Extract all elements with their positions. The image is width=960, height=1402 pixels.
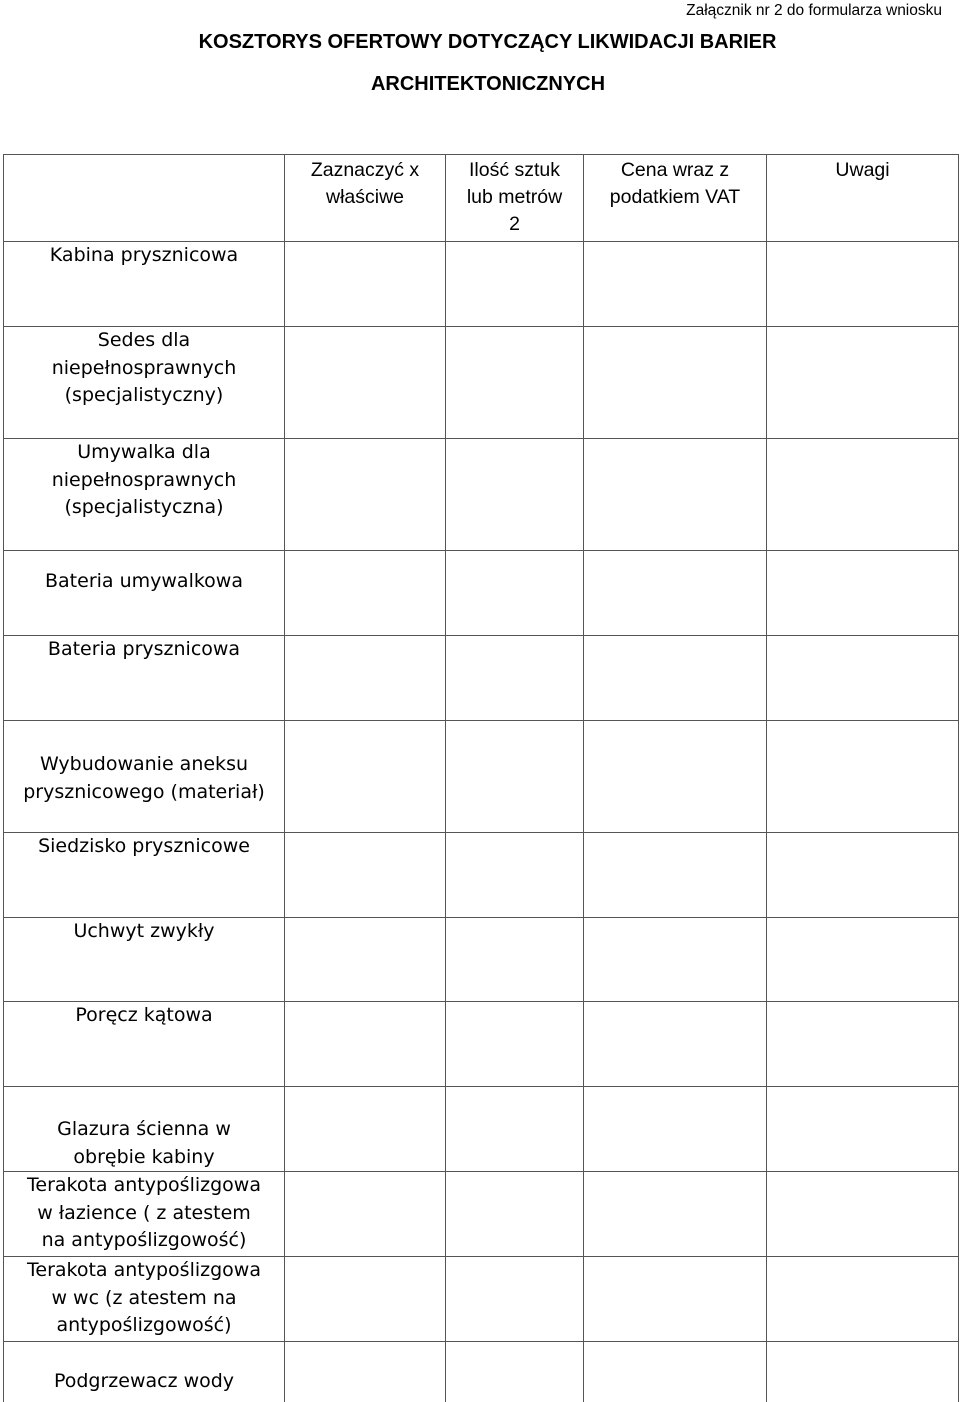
table-row	[4, 1172, 959, 1257]
table-row	[4, 636, 959, 721]
table-row	[4, 1342, 959, 1402]
table-row	[4, 242, 959, 327]
document-title-line2: ARCHITEKTONICZNYCH	[370, 73, 606, 95]
price-cell[interactable]	[584, 1172, 767, 1257]
table-row	[4, 1087, 959, 1172]
quantity-cell[interactable]	[446, 1087, 584, 1172]
quantity-cell[interactable]	[446, 327, 584, 439]
mark-cell[interactable]	[285, 1087, 446, 1172]
attachment-note: Załącznik nr 2 do formularza wniosku	[686, 2, 942, 19]
notes-cell[interactable]	[767, 242, 959, 327]
notes-cell[interactable]	[767, 833, 959, 918]
item-cell: Terakota antypoślizgowa w wc (z atestem na antypoślizgowość)	[4, 1257, 285, 1342]
mark-cell[interactable]	[285, 242, 446, 327]
header-price: Cena wraz z podatkiem VAT	[584, 155, 767, 242]
notes-cell[interactable]	[767, 1172, 959, 1257]
item-cell: Poręcz kątowa	[4, 1002, 285, 1087]
item-cell: Wybudowanie aneksu prysznicowego (materiał)	[4, 721, 285, 833]
header-quantity: Ilość sztuk lub metrów 2	[446, 155, 584, 242]
price-cell[interactable]	[584, 636, 767, 721]
notes-cell[interactable]	[767, 918, 959, 1002]
quantity-cell[interactable]	[446, 551, 584, 636]
quantity-cell[interactable]	[446, 1257, 584, 1342]
item-cell: Siedzisko prysznicowe	[4, 833, 285, 918]
item-cell: Terakota antypoślizgowa w łazience ( z atestem na antypoślizgowość)	[4, 1172, 285, 1257]
price-cell[interactable]	[584, 327, 767, 439]
mark-cell[interactable]	[285, 833, 446, 918]
header-notes: Uwagi	[767, 155, 959, 242]
price-cell[interactable]	[584, 242, 767, 327]
mark-cell[interactable]	[285, 551, 446, 636]
notes-cell[interactable]	[767, 1002, 959, 1087]
item-cell: Podgrzewacz wody	[4, 1342, 285, 1402]
price-cell[interactable]	[584, 1257, 767, 1342]
table-row	[4, 721, 959, 833]
notes-cell[interactable]	[767, 327, 959, 439]
quantity-cell[interactable]	[446, 1172, 584, 1257]
notes-cell[interactable]	[767, 1087, 959, 1172]
price-cell[interactable]	[584, 833, 767, 918]
notes-cell[interactable]	[767, 636, 959, 721]
mark-cell[interactable]	[285, 721, 446, 833]
quantity-cell[interactable]	[446, 439, 584, 551]
item-cell: Sedes dla niepełnosprawnych (specjalistyczny)	[4, 327, 285, 439]
notes-cell[interactable]	[767, 551, 959, 636]
item-cell: Kabina prysznicowa	[4, 242, 285, 327]
table-row	[4, 833, 959, 918]
item-cell: Glazura ścienna w obrębie kabiny	[4, 1087, 285, 1172]
mark-cell[interactable]	[285, 439, 446, 551]
price-cell[interactable]	[584, 721, 767, 833]
table-row	[4, 1002, 959, 1087]
price-cell[interactable]	[584, 1087, 767, 1172]
header-mark: Zaznaczyć x właściwe	[285, 155, 446, 242]
quantity-cell[interactable]	[446, 1002, 584, 1087]
mark-cell[interactable]	[285, 1257, 446, 1342]
header-item	[4, 155, 285, 242]
notes-cell[interactable]	[767, 1257, 959, 1342]
mark-cell[interactable]	[285, 1342, 446, 1402]
item-cell: Umywalka dla niepełnosprawnych (specjalistyczna)	[4, 439, 285, 551]
mark-cell[interactable]	[285, 918, 446, 1002]
notes-cell[interactable]	[767, 721, 959, 833]
notes-cell[interactable]	[767, 1342, 959, 1402]
quantity-cell[interactable]	[446, 721, 584, 833]
quantity-cell[interactable]	[446, 1342, 584, 1402]
price-cell[interactable]	[584, 918, 767, 1002]
price-cell[interactable]	[584, 551, 767, 636]
price-cell[interactable]	[584, 439, 767, 551]
item-cell: Bateria umywalkowa	[4, 551, 285, 636]
document-title-line1: KOSZTORYS OFERTOWY DOTYCZĄCY LIKWIDACJI BARIER	[198, 31, 777, 53]
table-row	[4, 439, 959, 551]
mark-cell[interactable]	[285, 636, 446, 721]
table-row	[4, 918, 959, 1002]
quantity-cell[interactable]	[446, 636, 584, 721]
quantity-cell[interactable]	[446, 242, 584, 327]
item-cell: Bateria prysznicowa	[4, 636, 285, 721]
quantity-cell[interactable]	[446, 833, 584, 918]
table-row	[4, 1257, 959, 1342]
table-row	[4, 551, 959, 636]
mark-cell[interactable]	[285, 1172, 446, 1257]
mark-cell[interactable]	[285, 327, 446, 439]
price-cell[interactable]	[584, 1342, 767, 1402]
table-row	[4, 327, 959, 439]
table-header-row	[4, 155, 959, 242]
quantity-cell[interactable]	[446, 918, 584, 1002]
item-cell: Uchwyt zwykły	[4, 918, 285, 1002]
notes-cell[interactable]	[767, 439, 959, 551]
mark-cell[interactable]	[285, 1002, 446, 1087]
price-cell[interactable]	[584, 1002, 767, 1087]
cost-estimate-table	[3, 154, 959, 1402]
